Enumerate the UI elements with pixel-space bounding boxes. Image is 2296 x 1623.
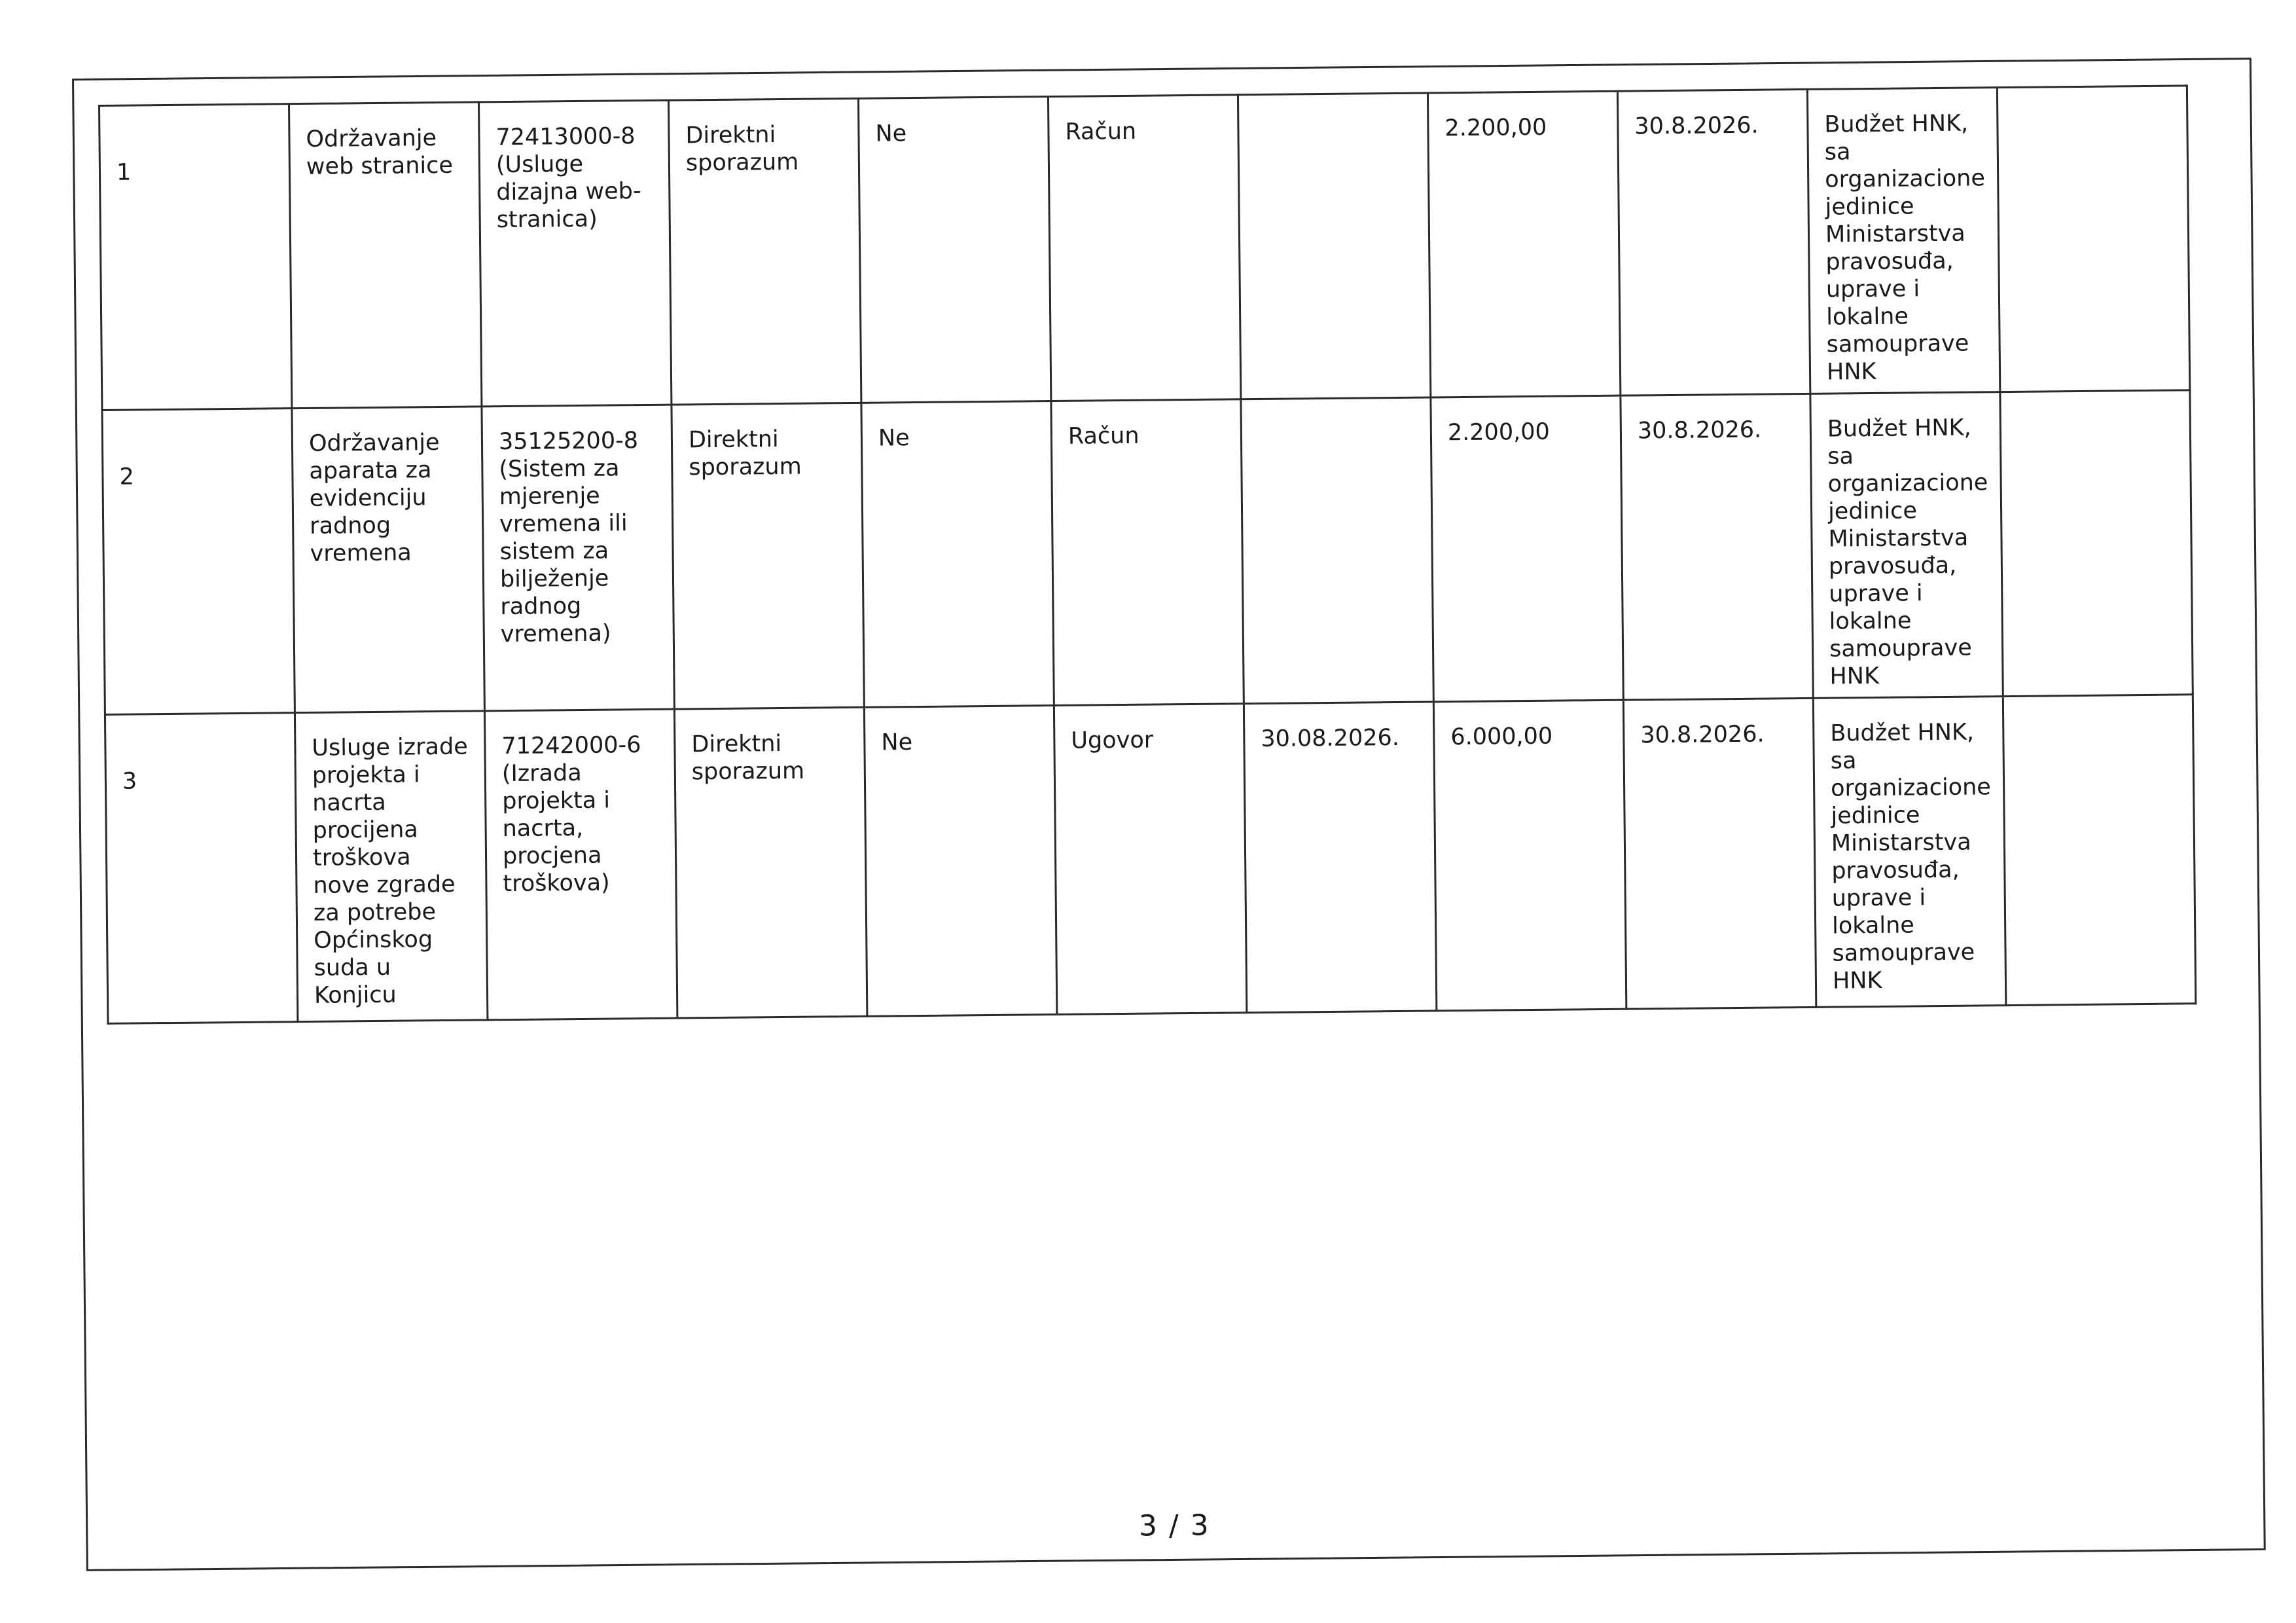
- cell-funding: Budžet HNK, sa organizacione jedinice Ministarstva pravosuđa, uprave i lokalne samouprave HNK: [1813, 697, 2006, 1008]
- cell-row-number: 2: [102, 409, 295, 715]
- cell-value: 6.000,00: [1433, 700, 1626, 1011]
- cell-procedure: Direktni sporazum: [672, 403, 864, 709]
- cell-funding: Budžet HNK, sa organizacione jedinice Ministarstva pravosuđa, uprave i lokalne samouprave HNK: [1810, 392, 2003, 699]
- cell-date: [1241, 397, 1433, 704]
- cell-deadline: 30.8.2026.: [1617, 89, 1810, 395]
- table-row: [102, 390, 2193, 715]
- cell-answer: Ne: [864, 706, 1057, 1017]
- cell-answer: Ne: [858, 97, 1050, 403]
- cell-answer: Ne: [861, 401, 1054, 708]
- page-number: 3 / 3: [1138, 1508, 1211, 1543]
- table-row: [105, 695, 2195, 1024]
- cell-cpv-code: 71242000-6 (Izrada projekta i nacrta, procjena troškova): [484, 709, 677, 1020]
- cell-date: [1238, 93, 1430, 399]
- cell-note: [1997, 86, 2189, 392]
- cell-cpv-code: 72413000-8 (Usluge dizajna web-stranica): [478, 100, 671, 407]
- table-row: [99, 86, 2190, 410]
- cell-note: [2003, 695, 2196, 1006]
- procurement-table: [98, 84, 2197, 1025]
- cell-note: [2000, 390, 2193, 697]
- cell-procedure: Direktni sporazum: [668, 98, 861, 405]
- cell-procedure: Direktni sporazum: [674, 707, 867, 1018]
- cell-contract-form: Račun: [1051, 399, 1244, 706]
- cell-funding: Budžet HNK, sa organizacione jedinice Ministarstva pravosuđa, uprave i lokalne samouprave HNK: [1807, 88, 2000, 394]
- cell-deadline: 30.8.2026.: [1621, 393, 1813, 700]
- cell-value: 2.200,00: [1427, 91, 1620, 397]
- cell-row-number: 3: [105, 713, 298, 1024]
- cell-date: 30.08.2026.: [1244, 702, 1437, 1013]
- cell-subject: Održavanje web stranice: [289, 102, 482, 409]
- cell-cpv-code: 35125200-8 (Sistem za mjerenje vremena ili sistem za bilježenje radnog vremena): [482, 405, 674, 711]
- cell-contract-form: Račun: [1048, 95, 1240, 401]
- cell-subject: Održavanje aparata za evidenciju radnog vremena: [292, 407, 484, 713]
- cell-deadline: 30.8.2026.: [1623, 698, 1816, 1009]
- cell-row-number: 1: [99, 104, 292, 410]
- cell-contract-form: Ugovor: [1054, 704, 1247, 1015]
- cell-subject: Usluge izrade projekta i nacrta procijena troškova nove zgrade za potrebe Općinskog suda u Konjicu: [295, 711, 488, 1022]
- cell-value: 2.200,00: [1431, 395, 1623, 702]
